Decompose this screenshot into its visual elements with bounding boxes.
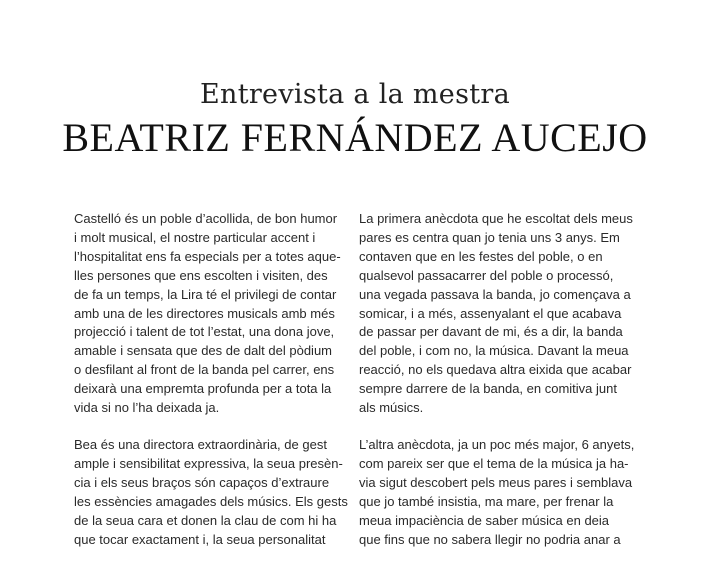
text-line: La primera anècdota que he escoltat dels meus (359, 211, 633, 226)
article-title: BEATRIZ FERNÁNDEZ AUCEJO (62, 115, 648, 160)
text-line: les essències amagades dels músics. Els gests (74, 493, 348, 509)
text-line: via sigut descobert pels meus pares i semblava (359, 474, 633, 490)
article-subtitle: Entrevista a la mestra (200, 79, 510, 110)
text-line: del poble, i com no, la música. Davant la meua (359, 343, 629, 359)
text-column-left (74, 210, 348, 567)
text-line: qualsevol passacarrer del poble o processó, (359, 267, 614, 283)
text-line: vida si no l’ha deixada ja. (74, 400, 220, 416)
text-line: de passar per davant de mi, és a dir, la banda (359, 324, 623, 340)
text-line: que fins que no sabera llegir no podria anar a (359, 531, 621, 547)
text-line: deixarà una empremta profunda per a tota la (74, 381, 332, 397)
paragraph (74, 210, 344, 418)
text-line: de fa un temps, la Lira té el privilegi de contar (74, 286, 337, 302)
text-line: projecció i talent de tot l’estat, una dona jove, (74, 324, 335, 340)
text-line: amb una de les directores musicals amb més (74, 305, 335, 321)
paragraph (359, 210, 639, 418)
text-line: lles persones que ens escolten i visiten, des (74, 267, 328, 283)
text-line: als músics. (359, 400, 424, 416)
text-column-right (359, 210, 639, 567)
text-line: L’altra anècdota, ja un poc més major, 6 anyets, (359, 436, 635, 452)
text-line: com pareix ser que el tema de la música ja ha- (359, 455, 629, 471)
text-line: de la seua cara et donen la clau de com hi ha (74, 512, 337, 528)
text-line: que jo també insistia, ma mare, per frenar la (359, 493, 614, 509)
text-line: somicar, i a més, assenyalant el que acabava (359, 305, 622, 321)
paragraph (74, 436, 348, 549)
text-line: cia i els seus braços són capaços d’extraure (74, 474, 330, 490)
text-line: ample i sensibilitat expressiva, la seua presèn- (74, 455, 343, 471)
text-line: sempre darrere de la banda, en comitiva junt (359, 381, 617, 397)
text-line: meua impaciència de saber música en deia (359, 512, 610, 528)
text-line: amable i sensata que des de dalt del pòdium (74, 343, 333, 359)
text-line: una vegada passava la banda, jo començava a (359, 286, 631, 302)
text-line: Bea és una directora extraordinària, de gest (74, 436, 327, 452)
article-header (0, 78, 710, 162)
text-line: pares es centra quan jo tenia uns 3 anys. Em (359, 229, 620, 245)
text-line: l’hospitalitat ens fa especials per a totes aque- (74, 248, 341, 264)
paragraph (359, 436, 639, 549)
text-line: que tocar exactament i, la seua personalitat (74, 531, 326, 547)
text-line: reacció, no els quedava altra eixida que acabar (359, 362, 632, 378)
text-line: Castelló és un poble d’acollida, de bon humor (74, 211, 338, 226)
text-line: i molt musical, el nostre particular accent i (74, 229, 316, 245)
text-line: o desfilant al front de la banda pel carrer, ens (74, 362, 335, 378)
text-line: contaven que en les festes del poble, o en (359, 248, 603, 264)
